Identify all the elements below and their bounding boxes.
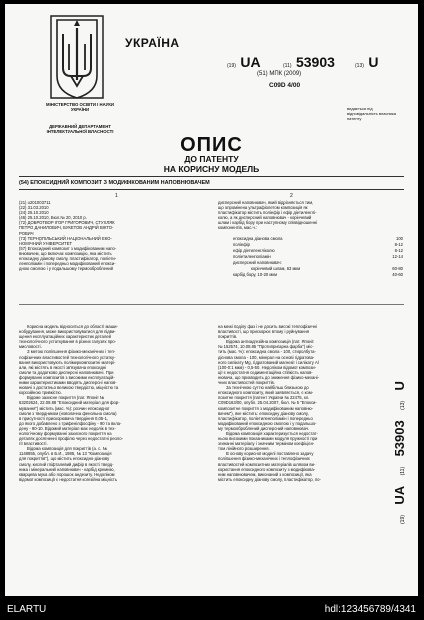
vertical-patent-number: 53903 [392,420,407,457]
body-line: покриттів. [218,334,238,340]
body-line: згинанні матеріалу і значним терміном коефіцієн- [218,441,315,447]
component-name: корінчевий шлам, 63 мкм [251,266,301,271]
body-line: Корисна модель відноситься до області маши- [27,324,118,329]
biblio-line: РОВИЧ [19,230,34,236]
kind-row [355,54,378,72]
component-name: дисперсний наповнювач: [233,260,282,265]
divider-body [19,304,404,305]
body-line: для покриттів"), що містить епоксидно-діанову [19,456,110,462]
description-left [19,324,123,482]
biblio-line: (46) 25.10.2010, Бюл.№ 20, 2010 р. [19,215,87,221]
component-name: епоксидна діанова смола [233,236,283,241]
doc-subtitle-line-1: ДО ПАТЕНТУ [184,154,239,164]
ipc-class: C09D 4/00 [269,82,301,89]
column-number-2: 2 [290,193,293,199]
body-line: мування") містить (мас. %): розчин епоксидної [19,405,110,411]
body-line: дену - 90-10. Відомий матеріал має недолік в тех- [19,425,116,431]
component-value: 60-80 [392,266,403,271]
body-line: вачем"), яке містить: епоксидну діанову смолу, [218,410,309,416]
biblio-line: (57) Епоксидний композит з модифікованим напо- [19,245,117,251]
body-line: дієнова смола - 100, мінерал на основі гідратова- [218,354,315,360]
code-13: (13) [355,63,364,69]
ipc-label: (51) МПК (2009) [257,71,302,77]
body-line: містить епоксидну діанову смолу, пластифікатор, по- [218,476,321,482]
body-line: поліпшення фізико-механічних і теплофізичних [218,456,310,462]
biblio-line: ленполіамін і попередньо модифікований епокси- [19,261,116,267]
body-line: кварцева мука або порошок андезиту. Недоліком [19,471,115,477]
body-line: чних властивостей покриттів. [218,380,275,386]
vertical-country-code: UA [392,485,407,505]
body-line: деталях досягненні профілю через недостатні реоло- [19,436,123,442]
country-name: УКРАЇНА [125,36,180,50]
biblio-line: дною смолою і у подальшому термооброблений [19,266,113,272]
body-line: щення експлуатаційних характеристик деталей [19,334,111,340]
vertical-kind: U [392,381,407,391]
body-line: лофізичних властивостей технологічного устатку- [19,354,116,360]
body-line: корозійною тривкістю. [19,390,62,396]
biblio-line: (72) ДОБРОТВОР ІГОР ГРИГОРОВИЧ, СТУХЛЯК [19,220,115,226]
country-code: UA [240,54,261,70]
biblio-line: (24) 25.10.2010 [19,210,49,216]
biblio-line: ПЕТРО ДАНИЛОВИЧ, БУКЕТОВ АНДРІЙ ВІКТО- [19,225,114,231]
body-line: властивості, що прискорює втому і руйнування [218,329,310,335]
ministry-name: МІНІСТЕРСТВО ОСВІТИ І НАУКИ УКРАЇНИ [46,102,114,112]
body-line: нологічному формуванні захисного покриття на [19,430,112,436]
component-value: 40-60 [392,272,403,277]
biblio-line: (22) 31.03.2010 [19,205,49,211]
body-line: смоли та додатково дисперсні наповнювачі. При [19,369,114,375]
component-value: 8-12 [394,242,403,247]
claim-line: дисперсний наповнювач, який відрізняється тим, [218,200,314,205]
body-line: З метою поліпшення фізико-механічних і теп- [27,349,116,355]
repository-label: ELARTU [7,604,47,615]
body-line: властивостей композитних матеріалів шляхом ви- [218,461,316,467]
body-line: № 152574, 10.08.85 "Протипригарна фарба") міс- [218,344,314,350]
body-line: технологічного устаткування в різних галузях про- [19,339,117,345]
biblio-line: епоксидну діанову смолу, пластифікатор, поліети- [19,256,117,262]
body-line: ним наповнювачем, виконаний з композиції, яка [218,471,312,477]
body-line: му термооброблений дисперсний наповнювач. [218,425,310,431]
code-19: (19) [227,63,236,69]
body-line: ного силікату Mg, гідратований магнезії і силікату Al [218,359,319,365]
doc-subtitle [5,154,418,174]
handle-link[interactable]: hdl:123456789/4341 [324,604,416,615]
claim-line: компонентів, мас.ч.: [218,225,258,231]
kind-code: U [368,54,379,70]
body-line: модифікований епоксидною смолою і у подальшо- [218,420,317,426]
body-line: гії властивості. [19,441,48,447]
body-line: ньою високими показниками модуля пружності при [218,436,318,442]
description-right [218,324,321,482]
body-line: 1148855, опубл. в Б.И., 1985, № 13 "Композиція [19,451,112,457]
body-line: епоксидного композиту, який заявляється, є ком- [218,390,314,396]
body-line: тить (мас. %): епоксидна смола - 100, стиролбута- [218,349,316,355]
viewer-footer [0,600,424,620]
body-line: вання використовують полімеркомпозитні матері- [19,359,116,365]
body-line: (100-0:1 мкм) - 0,5-50. Недоліком відомої компози- [218,364,316,370]
component-value: 12-14 [392,254,403,259]
body-line: Відома антиадгезійна композиція (пат. Японії [226,339,314,345]
biblio-line: НОМІЧНИЙ УНІВЕРСИТЕТ [19,240,73,246]
biblio-line: (21) u201003711 [19,200,51,205]
component-name: ефір діетиленгліколю [233,248,275,253]
body-line: нобудування, може використовуватися для підви- [19,329,116,335]
claim-block [218,200,317,231]
body-line: композитне покриття з модифікованим наповню- [218,405,314,411]
divider-top [19,176,404,177]
body-line: В основу корисної моделі поставлено задачу [226,451,314,457]
divider-title [19,189,404,190]
component-name: поліефір [233,242,250,247]
utility-model-title: (54) ЕПОКСИДНИЙ КОМПОЗИТ З МОДИФІКОВАНИМ НАПОВНЮВАЧЕМ [19,180,210,186]
biblio-line: (73) ТЕРНОПІЛЬСЬКИЙ НАЦІОНАЛЬНИЙ ЕКО- [19,235,112,241]
body-line: нювачі з достатньо великою твердістю, міцністю та [19,385,119,391]
biblio-block [19,200,116,271]
body-line: відомої композиції є недостатня когезійна міцність [19,476,118,482]
patent-page [5,4,418,596]
vertical-patent-code [391,375,409,524]
composition-row [233,272,403,278]
body-line: 63202624, 22.08.88 "Епоксидний матеріал для фор- [19,400,120,406]
body-line: позитне покриття (патент України № 22475, кл. [218,395,310,401]
body-line: ції є недостатня седиментаційна стійкість напов- [218,369,313,375]
component-value: 100 [396,236,403,241]
doc-title: ОПИС [180,134,243,156]
doc-number-row [227,54,261,72]
patent-number-row [283,54,335,72]
vertical-code-13: (13) [400,400,406,410]
column-number-1: 1 [115,193,118,199]
department-name: ДЕРЖАВНИЙ ДЕПАРТАМЕНТ ІНТЕЛЕКТУАЛЬНОЇ ВЛАСНОСТІ [46,124,114,134]
component-name: карбід бору, 10-20 мкм [233,272,277,277]
body-line: в присутності прискорювача твердіння 0,05-1, [19,415,109,421]
claim-line: пластифікатор містить поліефір і ефір діетиленглі- [218,210,317,216]
component-name: поліетиленполіамін [233,254,271,259]
body-line: до якого добавлено з трифенілфосфіну - 90 та вкла- [19,420,122,426]
code-11: (11) [283,63,292,69]
claim-line: шлам і карбід бору при наступному співвідношенні [218,220,318,226]
patent-number: 53903 [295,54,335,70]
body-line: том лінійного розширення. [218,446,270,452]
body-line: формуванні композитів з високими експлуатацій- [19,374,115,380]
claim-line: колю, а як дисперсний наповнювач - корінчевий [218,215,312,221]
body-line: мисловості. [19,344,42,350]
body-line: C09D163/00, опубл. 25.04.2007, бюл. № 5 "Епокси- [218,400,317,406]
body-line: смоли з твердником (новолачна фенольна смола) [19,410,117,416]
body-line: нювача, що призводить до зниження фізико-механі- [218,374,319,380]
component-value: 8-12 [394,248,403,253]
vertical-code-11: (11) [400,466,406,476]
vertical-code-19: (19) [400,515,406,524]
claim-line: що опромінена ультрафіолетом композиція як [218,205,308,211]
body-line: смолу, кислий гліфталевий дифір в якості тверд- [19,461,114,467]
body-line: Відома композиція характеризується недостат- [226,430,318,436]
body-line: ними характеристиками вводять дисперсні напов- [19,380,117,386]
body-line: Відома композиція для покриттів (а. с. № [27,446,108,452]
body-line: пластифікатор, поліетиленполіамін і попередньо [218,415,313,421]
body-line: ника і мінеральний наповнювач - карбід кремнію, [19,466,115,472]
body-line: Відоме захисне покриття (пат. Японії № [27,395,105,401]
composition-table [233,236,403,278]
coat-of-arms-icon [47,12,107,102]
body-line: на межі поділу фаз і не досить високі теплофізичні [218,324,317,329]
body-line: За технічною суттю найбільш близькою до [226,385,309,391]
body-line: али, які містять в якості зв'язувача епоксидні [19,364,107,370]
doc-subtitle-line-2: НА КОРИСНУ МОДЕЛЬ [163,164,260,174]
biblio-line: внювачем, що включає композицію, яка містить [19,250,112,256]
side-note: видається під відповідальність власника патенту [347,106,396,121]
body-line: користання епоксидного композиту з модифікова- [218,466,316,472]
